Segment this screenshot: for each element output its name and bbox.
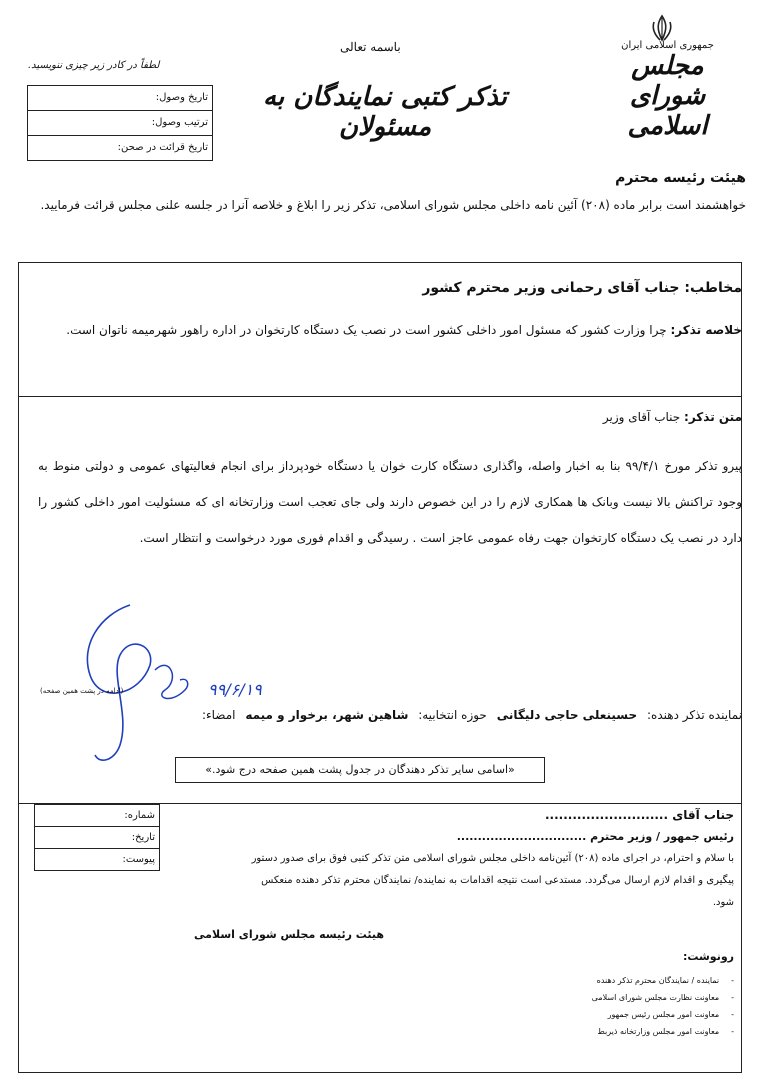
recipient-label: مخاطب: xyxy=(684,280,742,296)
body-title xyxy=(603,410,742,424)
summary-value: چرا وزارت کشور که مسئول امور داخلی کشور است در نصب یک دستگاه کارتخوان در اداره راهور شهرمیمه ناتوان است. xyxy=(66,323,667,337)
reg-date-field: تاریخ: xyxy=(35,827,159,849)
reg-attachment-field: پیوست: xyxy=(122,854,155,865)
registration-box xyxy=(34,804,160,871)
cc-label: رونوشت: xyxy=(682,950,734,963)
document-title: تذکر کتبی نمایندگان به مسئولان xyxy=(263,82,507,142)
signature-label: امضاء: xyxy=(201,708,236,722)
summary xyxy=(30,313,742,347)
cc-list xyxy=(592,972,734,1040)
reg-number-field: شماره: xyxy=(35,805,159,827)
logo-line2: مجلس شورای اسلامی xyxy=(627,51,708,141)
other-names-note: «اسامی سایر تذکر دهندگان در جدول پشت همین صفحه درج شود.» xyxy=(175,757,545,783)
cc-item: -معاونت امور مجلس وزارتخانه ذیربط xyxy=(597,1027,734,1036)
cc-item: -معاونت امور مجلس رئیس جمهور xyxy=(607,1010,734,1019)
cc-item: -معاونت نظارت مجلس شورای اسلامی xyxy=(591,993,734,1002)
continued-note: (ادامه در پشت همین صفحه) xyxy=(40,687,124,695)
body-label: متن تذکر: xyxy=(684,410,742,424)
recipient-line xyxy=(422,280,742,296)
lower-subtitle: رئیس جمهور / وزیر محترم ............................... xyxy=(456,830,734,843)
receipt-date-field: تاریخ وصول: xyxy=(28,86,212,111)
rep-label: نماینده تذکر دهنده: xyxy=(646,708,742,722)
memo-divider xyxy=(19,396,741,397)
receipt-box xyxy=(27,85,213,161)
handwritten-signature xyxy=(60,585,280,775)
body-greeting: جناب آقای وزیر xyxy=(602,410,681,424)
district-label: حوزه انتخابیه: xyxy=(418,708,487,722)
signature-date: ۹۹/۶/۱۹ xyxy=(208,680,262,699)
request-text: خواهشمند است برابر ماده (۲۰۸) آئین نامه داخلی مجلس شورای اسلامی، تذکر زیر را ابلاغ و خلاصه آنرا در جلسه علنی مجلس قرائت فرمایید. xyxy=(40,198,746,212)
reading-date-field: تاریخ قرائت در صحن: xyxy=(117,142,208,153)
addressee: هیئت رئیسه محترم xyxy=(615,170,746,186)
board-signature: هیئت رئیسه مجلس شورای اسلامی xyxy=(194,928,384,941)
logo-line1: جمهوری اسلامی ایران xyxy=(621,40,714,51)
do-not-write-notice: لطفاً در کادر زیر چیزی ننویسید. xyxy=(28,60,160,71)
representative-line xyxy=(196,708,742,722)
lower-text: با سلام و احترام، در اجرای ماده (۲۰۸) آئین‌نامه داخلی مجلس شورای اسلامی متن تذکر کتبی فوق برای صدور دستور پیگیری و اقدام لازم ارسال می‌گردد. مستدعی است نتیجه اقدامات به نماینده/ نمایندگان محترم تذکر دهنده منعکس شود. xyxy=(251,853,734,908)
cc-item: -نماینده / نمایندگان محترم تذکر دهنده xyxy=(596,976,734,985)
parliament-logo xyxy=(605,40,730,141)
summary-label: خلاصه تذکر: xyxy=(670,323,742,337)
rep-name: حسینعلی حاجی دلیگانی xyxy=(496,708,638,722)
receipt-order-field: ترتیب وصول: xyxy=(28,111,212,136)
bismillah: باسمه تعالی xyxy=(340,40,401,54)
district-value: شاهین شهر، برخوار و میمه xyxy=(245,708,409,722)
body-text: پیرو تذکر مورخ ۹۹/۴/۱ بنا به اخبار واصله، واگذاری دستگاه کارت خوان یا دستگاه خودپرداز برای انجام فعالیتهای عمومی و دولتی منوط به وجود تراکنش بالا نیست وبانک ها همکاری لازم را در این خصوص دارند ولی جای تعجب است وزارتخانه ای که مسئولیت امور داخلی کشور را دارد در نصب یک دستگاه کارتخوان جهت رفاه عمومی عاجز است . رسیدگی و اقدام فوری مورد درخواست و انتظار است. xyxy=(38,459,742,545)
recipient-value: جناب آقای رحمانی وزیر محترم کشور xyxy=(422,280,680,296)
lower-addressee: جناب آقای ........................... xyxy=(544,808,734,822)
